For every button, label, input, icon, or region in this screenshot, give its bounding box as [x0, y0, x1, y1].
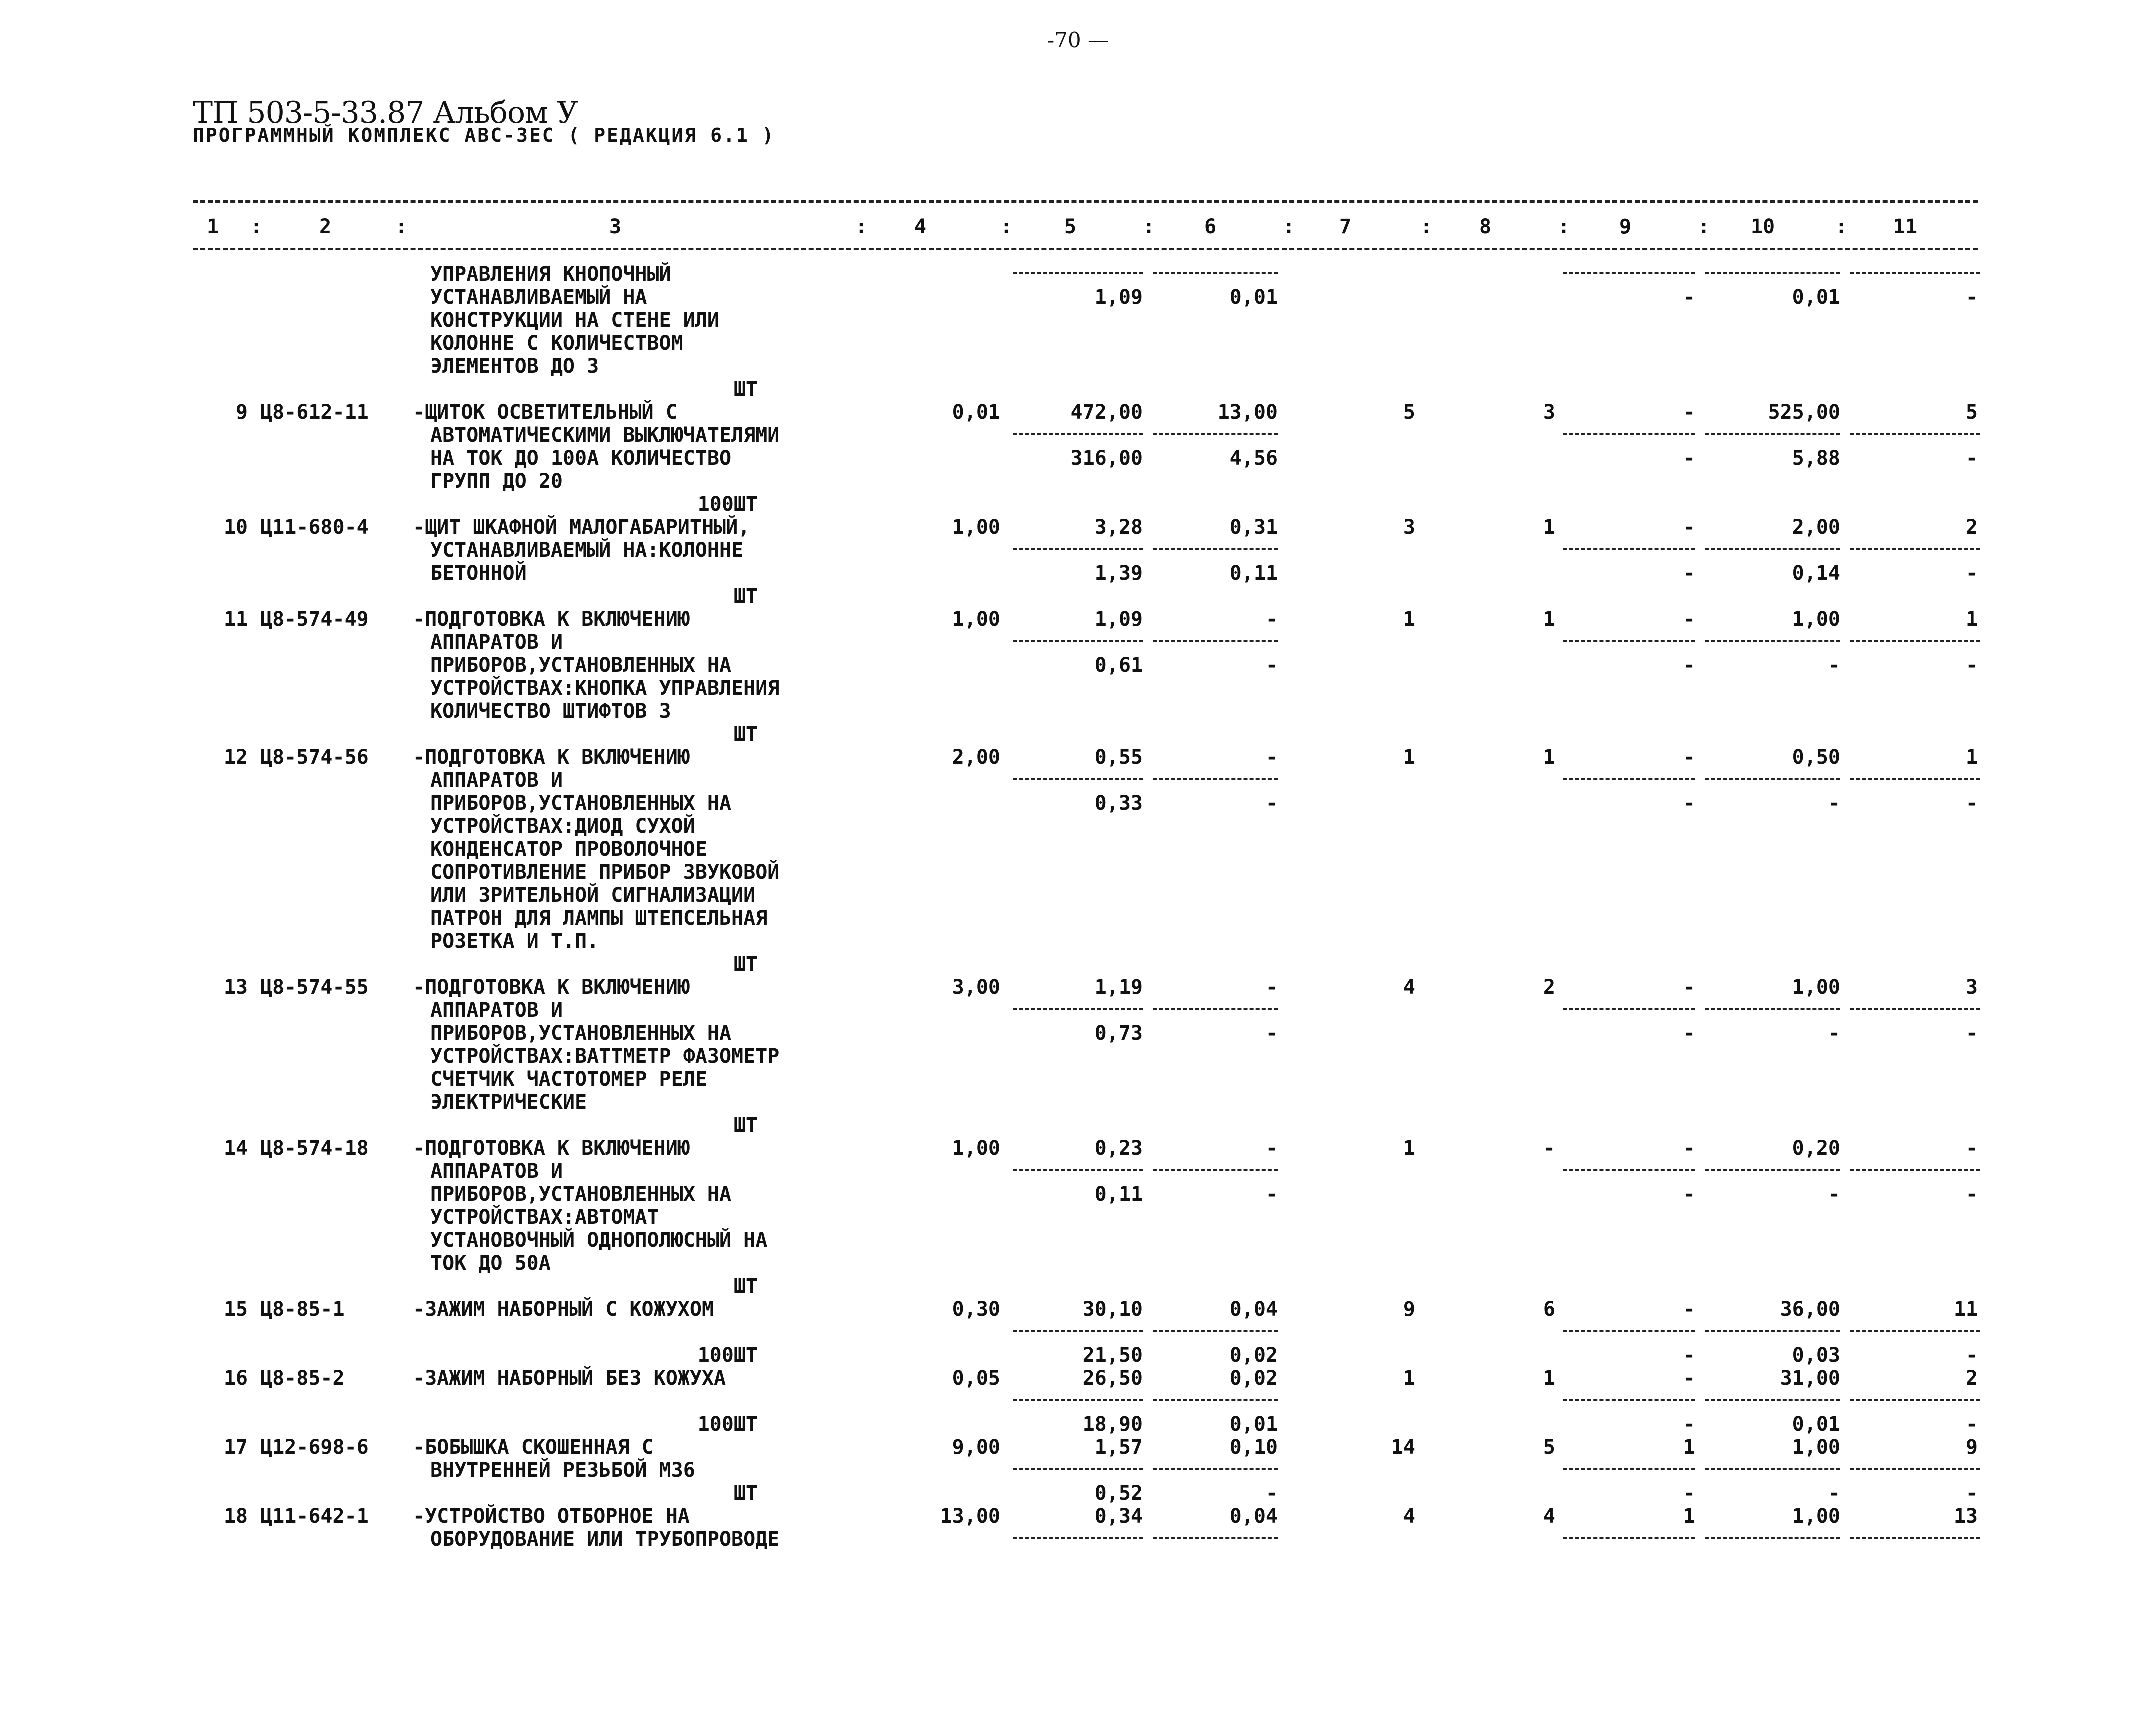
- value-c8: 6: [1543, 1298, 1555, 1321]
- value-c5-lower: 0,61: [1094, 654, 1143, 677]
- dashed-divider: [1153, 1169, 1278, 1171]
- value-c10: 1,00: [1792, 1436, 1840, 1459]
- value-c5-lower: 1,39: [1094, 562, 1143, 585]
- value-c9: -: [1683, 746, 1695, 769]
- value-c11-lower: -: [1965, 562, 1978, 585]
- value-c9-lower: -: [1683, 562, 1695, 585]
- value-c4: 1,00: [952, 608, 1000, 631]
- value-c9: -: [1683, 1298, 1695, 1321]
- column-separator: :: [395, 215, 408, 238]
- value-c5: 472,00: [1070, 401, 1143, 424]
- dashed-divider: [1013, 433, 1143, 435]
- dashed-divider: [1705, 778, 1840, 780]
- description-line: ЭЛЕМЕНТОВ ДО 3: [430, 355, 599, 378]
- value-c9: -: [1683, 1137, 1695, 1160]
- value-c11: 1: [1965, 746, 1978, 769]
- item-code: Ц8-85-2: [260, 1367, 345, 1390]
- row-number: 9: [235, 401, 248, 424]
- value-c6: 0,10: [1229, 1436, 1278, 1459]
- value-c4: 9,00: [952, 1436, 1000, 1459]
- value-c10: 31,00: [1780, 1367, 1840, 1390]
- description-line: -БОБЫШКА СКОШЕННАЯ С: [413, 1436, 654, 1459]
- value-c10-lower: 5,88: [1792, 447, 1840, 470]
- description-line: УСТРОЙСТВАХ:КНОПКА УПРАВЛЕНИЯ: [430, 677, 780, 700]
- dashed-divider: [1153, 1399, 1278, 1401]
- column-separator: :: [1698, 215, 1710, 238]
- dashed-divider: [1850, 433, 1980, 435]
- page-number: -70 —: [1047, 28, 1109, 52]
- description-line: -ПОДГОТОВКА К ВКЛЮЧЕНИЮ: [413, 976, 690, 999]
- value-c5-lower: 21,50: [1082, 1344, 1143, 1367]
- value-c6: -: [1265, 1137, 1278, 1160]
- value-c7: 1: [1403, 1367, 1415, 1390]
- value-c9: -: [1683, 608, 1695, 631]
- dashed-divider: [1013, 1008, 1143, 1010]
- dashed-divider: [1013, 548, 1143, 550]
- dashed-divider: [1705, 272, 1840, 274]
- dashed-divider: [1563, 778, 1695, 780]
- value-c9: -: [1683, 401, 1695, 424]
- dashed-divider: [1705, 640, 1840, 642]
- value-c11: 2: [1965, 1367, 1978, 1390]
- description-line: АВТОМАТИЧЕСКИМИ ВЫКЛЮЧАТЕЛЯМИ: [430, 424, 780, 447]
- dashed-divider: [1153, 640, 1278, 642]
- dashed-divider: [1705, 1330, 1840, 1332]
- value-c5: 26,50: [1082, 1367, 1143, 1390]
- value-col5-lower: 1,09: [1094, 286, 1143, 309]
- dashed-divider: [1013, 640, 1143, 642]
- unit-label: 100ШТ: [697, 1413, 758, 1436]
- column-header-3: 3: [609, 215, 622, 238]
- description-line: ПАТРОН ДЛЯ ЛАМПЫ ШТЕПСЕЛЬНАЯ: [430, 907, 768, 930]
- dashed-divider: [1850, 778, 1980, 780]
- unit-label: ШТ: [733, 1482, 758, 1505]
- value-c7: 4: [1403, 1505, 1415, 1528]
- value-c7: 1: [1403, 608, 1415, 631]
- column-header-7: 7: [1339, 215, 1352, 238]
- description-line: УПРАВЛЕНИЯ КНОПОЧНЫЙ: [430, 263, 671, 286]
- description-line: АППАРАТОВ И: [430, 1160, 563, 1183]
- dashed-divider: [1850, 1330, 1980, 1332]
- unit-label: 100ШТ: [697, 493, 758, 516]
- value-c9: 1: [1683, 1436, 1695, 1459]
- column-header-10: 10: [1750, 215, 1775, 238]
- dashed-divider: [1563, 1008, 1695, 1010]
- description-line: УСТАНОВОЧНЫЙ ОДНОПОЛЮСНЫЙ НА: [430, 1229, 768, 1252]
- item-code: Ц11-680-4: [260, 516, 369, 539]
- row-number: 18: [223, 1505, 248, 1528]
- value-c11-lower: -: [1965, 1482, 1978, 1505]
- value-c4: 3,00: [952, 976, 1000, 999]
- value-c7: 4: [1403, 976, 1415, 999]
- value-c6-lower: -: [1265, 792, 1278, 815]
- dashed-divider: [1705, 1468, 1840, 1470]
- description-line: АППАРАТОВ И: [430, 769, 563, 792]
- dashed-divider: [1013, 778, 1143, 780]
- dashed-divider: [1705, 1008, 1840, 1010]
- unit-label: ШТ: [733, 378, 758, 401]
- item-code: Ц8-574-18: [260, 1137, 369, 1160]
- value-c11-lower: -: [1965, 1183, 1978, 1206]
- row-number: 15: [223, 1298, 248, 1321]
- value-c10: 1,00: [1792, 976, 1840, 999]
- column-header-8: 8: [1479, 215, 1492, 238]
- value-c5: 30,10: [1082, 1298, 1143, 1321]
- description-line: АППАРАТОВ И: [430, 999, 563, 1022]
- value-col10-lower: 0,01: [1792, 286, 1840, 309]
- column-header-5: 5: [1064, 215, 1077, 238]
- dashed-divider: [1563, 1468, 1695, 1470]
- dashed-divider: [1153, 1537, 1278, 1539]
- value-c11: 1: [1965, 608, 1978, 631]
- dashed-divider: [1850, 640, 1980, 642]
- dashed-divider: [1153, 778, 1278, 780]
- description-line: ТОК ДО 50А: [430, 1252, 551, 1275]
- column-separator: :: [855, 215, 868, 238]
- item-code: Ц8-85-1: [260, 1298, 345, 1321]
- column-separator: :: [1000, 215, 1013, 238]
- description-line: -ПОДГОТОВКА К ВКЛЮЧЕНИЮ: [413, 608, 690, 631]
- value-c9-lower: -: [1683, 792, 1695, 815]
- value-c5: 1,09: [1094, 608, 1143, 631]
- description-line: УСТАНАВЛИВАЕМЫЙ НА: [430, 286, 647, 309]
- value-c4: 1,00: [952, 516, 1000, 539]
- item-code: Ц8-574-56: [260, 746, 369, 769]
- dashed-divider: [1013, 1399, 1143, 1401]
- value-c5-lower: 316,00: [1070, 447, 1143, 470]
- value-c5: 0,34: [1094, 1505, 1143, 1528]
- value-c4: 1,00: [952, 1137, 1000, 1160]
- description-line: АППАРАТОВ И: [430, 631, 563, 654]
- description-line: КОЛИЧЕСТВО ШТИФТОВ 3: [430, 700, 671, 723]
- value-c10: 0,50: [1792, 746, 1840, 769]
- value-c9: -: [1683, 976, 1695, 999]
- value-c10-lower: -: [1828, 792, 1840, 815]
- row-number: 12: [223, 746, 248, 769]
- value-c11: 13: [1953, 1505, 1978, 1528]
- unit-label: ШТ: [733, 1114, 758, 1137]
- value-c8: 1: [1543, 746, 1555, 769]
- value-c7: 14: [1391, 1436, 1415, 1459]
- unit-label: ШТ: [733, 585, 758, 608]
- column-header-2: 2: [319, 215, 332, 238]
- description-line: СЧЕТЧИК ЧАСТОТОМЕР РЕЛЕ: [430, 1068, 707, 1091]
- dashed-divider: [1850, 548, 1980, 550]
- row-number: 11: [223, 608, 248, 631]
- value-c6-lower: -: [1265, 1022, 1278, 1045]
- value-c9-lower: -: [1683, 654, 1695, 677]
- value-c5-lower: 0,11: [1094, 1183, 1143, 1206]
- unit-label: ШТ: [733, 1275, 758, 1298]
- value-c11: 5: [1965, 401, 1978, 424]
- column-separator: :: [1420, 215, 1433, 238]
- value-c9-lower: -: [1683, 1183, 1695, 1206]
- value-c8: 2: [1543, 976, 1555, 999]
- dashed-divider: [1850, 1399, 1980, 1401]
- column-separator: :: [1558, 215, 1570, 238]
- value-c5: 1,57: [1094, 1436, 1143, 1459]
- description-line: ИЛИ ЗРИТЕЛЬНОЙ СИГНАЛИЗАЦИИ: [430, 884, 756, 907]
- description-line: СОПРОТИВЛЕНИЕ ПРИБОР ЗВУКОВОЙ: [430, 861, 780, 884]
- value-c10: 525,00: [1768, 401, 1840, 424]
- dashed-divider: [1850, 1008, 1980, 1010]
- value-c9: -: [1683, 516, 1695, 539]
- item-code: Ц12-698-6: [260, 1436, 369, 1459]
- value-c6-lower: -: [1265, 1482, 1278, 1505]
- value-c8: 1: [1543, 1367, 1555, 1390]
- value-c10-lower: -: [1828, 1183, 1840, 1206]
- dashed-divider: [1850, 272, 1980, 274]
- dashed-divider: [1705, 548, 1840, 550]
- value-c9: 1: [1683, 1505, 1695, 1528]
- description-line: -ЗАЖИМ НАБОРНЫЙ С КОЖУХОМ: [413, 1298, 714, 1321]
- description-line: -ЩИТ ШКАФНОЙ МАЛОГАБАРИТНЫЙ,: [413, 516, 750, 539]
- column-separator: :: [250, 215, 263, 238]
- description-line: ВНУТРЕННЕЙ РЕЗЬБОЙ М36: [430, 1459, 695, 1482]
- value-c6: 13,00: [1217, 401, 1278, 424]
- value-c9: -: [1683, 1367, 1695, 1390]
- value-c6-lower: 0,01: [1229, 1413, 1278, 1436]
- value-c7: 5: [1403, 401, 1415, 424]
- dashed-divider: [1153, 1468, 1278, 1470]
- value-c11: 3: [1965, 976, 1978, 999]
- value-c4: 2,00: [952, 746, 1000, 769]
- column-header-9: 9: [1619, 215, 1632, 238]
- value-c11: 2: [1965, 516, 1978, 539]
- value-c6: 0,04: [1229, 1505, 1278, 1528]
- dashed-divider: [1563, 548, 1695, 550]
- dashed-divider: [1153, 272, 1278, 274]
- dashed-divider: [1850, 1537, 1980, 1539]
- value-c6: 0,04: [1229, 1298, 1278, 1321]
- value-c10: 1,00: [1792, 608, 1840, 631]
- description-line: -УСТРОЙСТВО ОТБОРНОЕ НА: [413, 1505, 690, 1528]
- value-c10: 0,20: [1792, 1137, 1840, 1160]
- unit-label: ШТ: [733, 723, 758, 746]
- column-header-6: 6: [1204, 215, 1217, 238]
- value-c10-lower: 0,03: [1792, 1344, 1840, 1367]
- value-c5-lower: 0,52: [1094, 1482, 1143, 1505]
- value-c11-lower: -: [1965, 447, 1978, 470]
- document-subtitle: ПРОГРАММНЫЙ КОМПЛЕКС АВС-ЗЕС ( РЕДАКЦИЯ 6.1 ): [193, 124, 775, 146]
- value-c10-lower: 0,01: [1792, 1413, 1840, 1436]
- value-c4: 0,01: [952, 401, 1000, 424]
- description-line: НА ТОК ДО 100А КОЛИЧЕСТВО: [430, 447, 732, 470]
- value-c6: -: [1265, 746, 1278, 769]
- value-c5: 0,23: [1094, 1137, 1143, 1160]
- value-c11: -: [1965, 1137, 1978, 1160]
- dashed-divider: [1850, 1468, 1980, 1470]
- value-c6: 0,02: [1229, 1367, 1278, 1390]
- value-c6-lower: 0,11: [1229, 562, 1278, 585]
- value-c5: 0,55: [1094, 746, 1143, 769]
- value-c9-lower: -: [1683, 1413, 1695, 1436]
- value-c7: 9: [1403, 1298, 1415, 1321]
- value-c9-lower: -: [1683, 1022, 1695, 1045]
- item-code: Ц8-574-55: [260, 976, 369, 999]
- value-c11: 11: [1953, 1298, 1978, 1321]
- value-c11-lower: -: [1965, 1344, 1978, 1367]
- value-c11-lower: -: [1965, 1413, 1978, 1436]
- description-line: КОНДЕНСАТОР ПРОВОЛОЧНОЕ: [430, 838, 707, 861]
- row-number: 10: [223, 516, 248, 539]
- value-c9-lower: -: [1683, 1344, 1695, 1367]
- dashed-divider: [1153, 1330, 1278, 1332]
- value-c6: -: [1265, 976, 1278, 999]
- value-c7: 3: [1403, 516, 1415, 539]
- dashed-divider: [1563, 1399, 1695, 1401]
- value-c8: -: [1543, 1137, 1555, 1160]
- description-line: УСТАНАВЛИВАЕМЫЙ НА:КОЛОННЕ: [430, 539, 744, 562]
- dashed-divider: [1153, 1008, 1278, 1010]
- unit-label: 100ШТ: [697, 1344, 758, 1367]
- item-code: Ц8-574-49: [260, 608, 369, 631]
- row-number: 16: [223, 1367, 248, 1390]
- description-line: УСТРОЙСТВАХ:ВАТТМЕТР ФАЗОМЕТР: [430, 1045, 780, 1068]
- document-title: ТП 503-5-33.87 Альбом У: [193, 95, 578, 130]
- header-rule-top: [193, 200, 1978, 203]
- dashed-divider: [1563, 272, 1695, 274]
- description-line: РОЗЕТКА И Т.П.: [430, 930, 599, 953]
- value-c4: 0,05: [952, 1367, 1000, 1390]
- column-separator: :: [1143, 215, 1155, 238]
- value-c5-lower: 0,73: [1094, 1022, 1143, 1045]
- description-line: КОЛОННЕ С КОЛИЧЕСТВОМ: [430, 332, 683, 355]
- dashed-divider: [1563, 433, 1695, 435]
- description-line: ПРИБОРОВ,УСТАНОВЛЕННЫХ НА: [430, 792, 732, 815]
- value-c8: 3: [1543, 401, 1555, 424]
- dashed-divider: [1013, 272, 1143, 274]
- dashed-divider: [1705, 1537, 1840, 1539]
- value-col6-lower: 0,01: [1229, 286, 1278, 309]
- item-code: Ц8-612-11: [260, 401, 369, 424]
- value-c6-lower: -: [1265, 654, 1278, 677]
- description-line: -ЩИТОК ОСВЕТИТЕЛЬНЫЙ С: [413, 401, 678, 424]
- value-c10-lower: 0,14: [1792, 562, 1840, 585]
- value-c4: 13,00: [940, 1505, 1000, 1528]
- value-c9-lower: -: [1683, 1482, 1695, 1505]
- description-line: -ЗАЖИМ НАБОРНЫЙ БЕЗ КОЖУХА: [413, 1367, 726, 1390]
- row-number: 17: [223, 1436, 248, 1459]
- value-c10: 2,00: [1792, 516, 1840, 539]
- value-c11-lower: -: [1965, 654, 1978, 677]
- value-c10: 1,00: [1792, 1505, 1840, 1528]
- value-c5: 1,19: [1094, 976, 1143, 999]
- value-col9-lower: -: [1683, 286, 1695, 309]
- value-c7: 1: [1403, 746, 1415, 769]
- item-code: Ц11-642-1: [260, 1505, 369, 1528]
- description-line: ГРУПП ДО 20: [430, 470, 563, 493]
- value-c8: 5: [1543, 1436, 1555, 1459]
- dashed-divider: [1153, 548, 1278, 550]
- description-line: ОБОРУДОВАНИЕ ИЛИ ТРУБОПРОВОДЕ: [430, 1528, 780, 1551]
- dashed-divider: [1013, 1537, 1143, 1539]
- description-line: -ПОДГОТОВКА К ВКЛЮЧЕНИЮ: [413, 746, 690, 769]
- dashed-divider: [1563, 1169, 1695, 1171]
- description-line: ПРИБОРОВ,УСТАНОВЛЕННЫХ НА: [430, 1183, 732, 1206]
- value-c6-lower: 0,02: [1229, 1344, 1278, 1367]
- row-number: 14: [223, 1137, 248, 1160]
- description-line: УСТРОЙСТВАХ:АВТОМАТ: [430, 1206, 659, 1229]
- value-c8: 4: [1543, 1505, 1555, 1528]
- dashed-divider: [1705, 1169, 1840, 1171]
- value-c10-lower: -: [1828, 1482, 1840, 1505]
- value-col11-lower: -: [1965, 286, 1978, 309]
- value-c10: 36,00: [1780, 1298, 1840, 1321]
- value-c6: 0,31: [1229, 516, 1278, 539]
- column-header-11: 11: [1893, 215, 1918, 238]
- value-c5-lower: 0,33: [1094, 792, 1143, 815]
- value-c5: 3,28: [1094, 516, 1143, 539]
- dashed-divider: [1013, 1169, 1143, 1171]
- dashed-divider: [1013, 1330, 1143, 1332]
- description-line: БЕТОННОЙ: [430, 562, 527, 585]
- value-c9-lower: -: [1683, 447, 1695, 470]
- dashed-divider: [1153, 433, 1278, 435]
- description-line: ЭЛЕКТРИЧЕСКИЕ: [430, 1091, 587, 1114]
- column-header-4: 4: [914, 215, 927, 238]
- value-c6-lower: -: [1265, 1183, 1278, 1206]
- value-c4: 0,30: [952, 1298, 1000, 1321]
- value-c11: 9: [1965, 1436, 1978, 1459]
- column-header-1: 1: [206, 215, 219, 238]
- dashed-divider: [1705, 1399, 1840, 1401]
- value-c11-lower: -: [1965, 1022, 1978, 1045]
- dashed-divider: [1563, 1330, 1695, 1332]
- dashed-divider: [1705, 433, 1840, 435]
- row-number: 13: [223, 976, 248, 999]
- description-line: УСТРОЙСТВАХ:ДИОД СУХОЙ: [430, 815, 695, 838]
- value-c10-lower: -: [1828, 654, 1840, 677]
- description-line: ПРИБОРОВ,УСТАНОВЛЕННЫХ НА: [430, 654, 732, 677]
- dashed-divider: [1563, 1537, 1695, 1539]
- unit-label: ШТ: [733, 953, 758, 976]
- dashed-divider: [1013, 1468, 1143, 1470]
- dashed-divider: [1850, 1169, 1980, 1171]
- value-c11-lower: -: [1965, 792, 1978, 815]
- description-line: ПРИБОРОВ,УСТАНОВЛЕННЫХ НА: [430, 1022, 732, 1045]
- value-c6-lower: 4,56: [1229, 447, 1278, 470]
- value-c10-lower: -: [1828, 1022, 1840, 1045]
- value-c5-lower: 18,90: [1082, 1413, 1143, 1436]
- header-rule-bottom: [193, 248, 1978, 250]
- description-line: КОНСТРУКЦИИ НА СТЕНЕ ИЛИ: [430, 309, 719, 332]
- description-line: -ПОДГОТОВКА К ВКЛЮЧЕНИЮ: [413, 1137, 690, 1160]
- value-c7: 1: [1403, 1137, 1415, 1160]
- value-c6: -: [1265, 608, 1278, 631]
- column-separator: :: [1283, 215, 1295, 238]
- column-separator: :: [1835, 215, 1848, 238]
- value-c8: 1: [1543, 516, 1555, 539]
- dashed-divider: [1563, 640, 1695, 642]
- value-c8: 1: [1543, 608, 1555, 631]
